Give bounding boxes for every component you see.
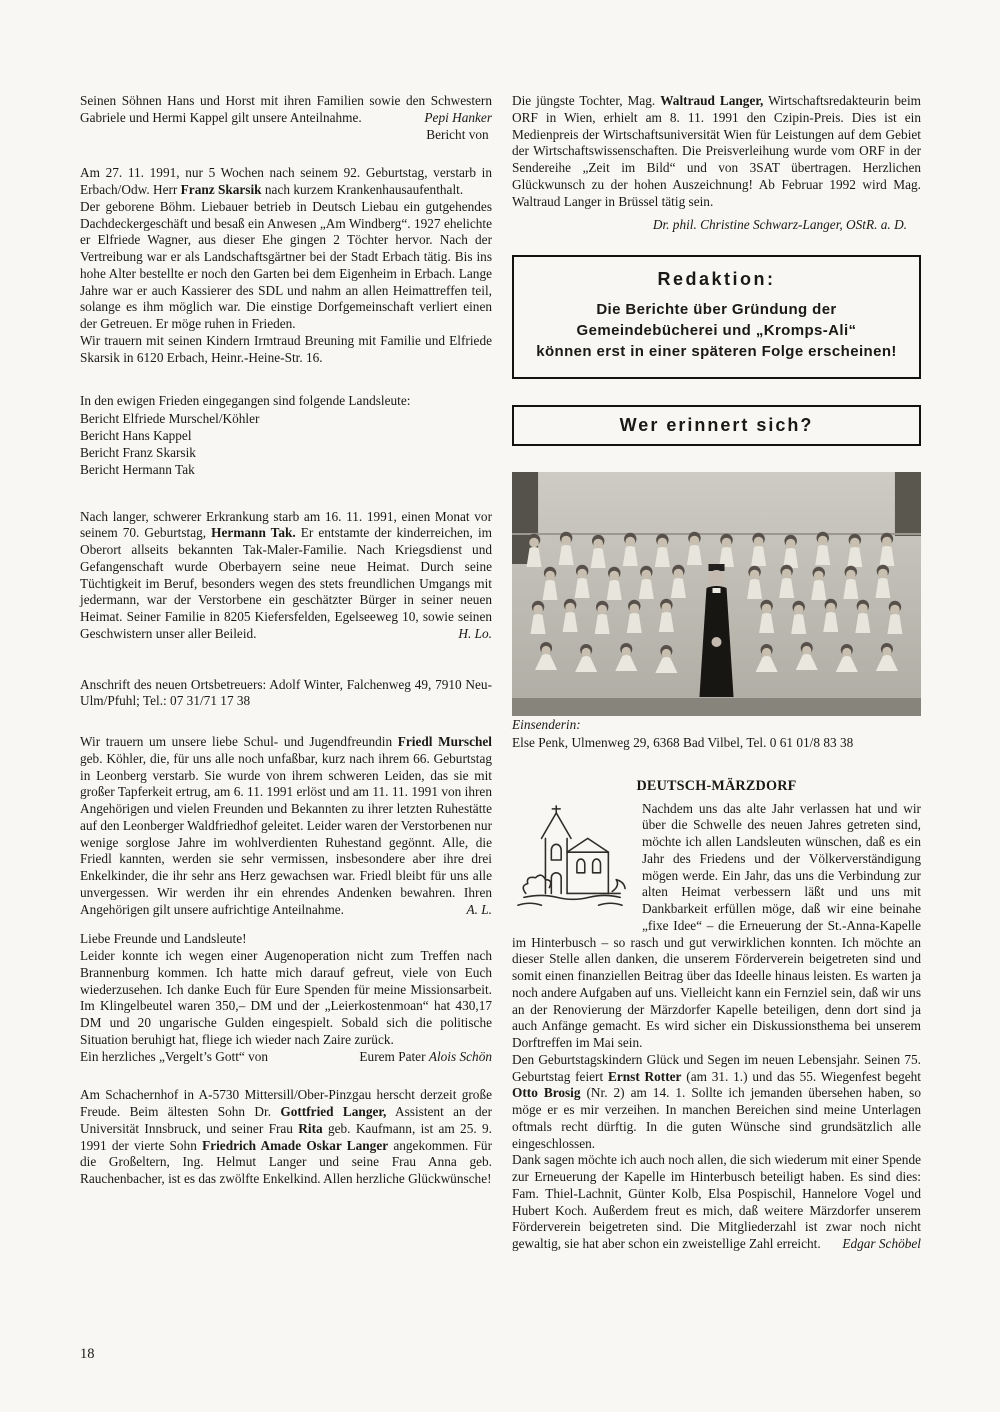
maerzdorf-thanks-paragraph: [512, 1152, 921, 1253]
text-run: Der geborene Böhm. Liebauer betrieb in Deutsch Liebau ein gutgehendes Dachdeckergeschäft und besaß ein Anwesen „Am Windberg“. 1927 ehelichte er Elfriede Wagner, aus dieser Ehe gingen 2 Töchter hervor. Nach der Vertreibung war er als Landschaftsgärtner bei der Stadt Erbach tätig. Bis ins hohe Alter bestellte er noch den Garten bei dem Eigenheim in Erbach. Lange Jahre war er auch Kassierer des SDL und nahm an allen Heimattreffen teil, solange es ihm möglich war. Die einstige Dorfgemeinschaft verliert einen der Getreuen. Er möge ruhen in Frieden.: [80, 198, 492, 331]
memorial-list-item: Bericht Elfriede Murschel/Köhler: [80, 410, 260, 426]
text-run: Nachdem uns das alte Jahr verlassen hat und wir über die Schwelle des neuen Jahres getreten sind, möchte ich allen Landsleuten wünschen, daß es ein Jahr des Friedens und der Völkerverständigung mögen werde. Ein Jahr, das uns die Verbindung zur alten Heimat verbessern läßt und uns mit Dankbarkeit erfüllen möge, daß wir eine beinahe „fixe Idee“ – die Erneuerung der St.-Anna-Kapelle im Hinterbusch – so rasch und gut verwirklichen konnten. Ich möchte an dieser Stelle allen danken, die unserem Förderverein beigetreten sind und somit einen finanziellen Beitrag über das Ideelle hinaus leisten. Es warten ja noch andere Aufgaben auf uns. Vielleicht kann ein Fernziel sein, daß wir uns an der Renovierung der Märzdorfer Kapelle beteiligen, denn dort sind ja auch Anfänge gemacht. Es wird sicher ein Diskussionsthema bei unserem Dorftreffen im Mai sein.: [512, 800, 921, 1051]
text-run: Rita: [298, 1120, 323, 1136]
text-run: (am 31. 1.) und das 55. Wiegenfest begeht: [681, 1068, 922, 1084]
langer-birth-paragraph: [80, 1087, 492, 1188]
condolence-kappel-paragraph: [80, 93, 492, 143]
skarsik-death-paragraph: [80, 165, 492, 199]
photo-credit-address: Else Penk, Ulmenweg 29, 6368 Bad Vilbel, Tel. 0 61 01/8 83 38: [512, 734, 854, 750]
group-photo-image: [512, 472, 921, 716]
text-run: Otto Brosig: [512, 1085, 581, 1101]
text-run: Pepi Hanker: [424, 109, 492, 125]
wer-erinnert-sich-title: Wer erinnert sich?: [619, 414, 814, 435]
redaktion-box-line: Die Berichte über Gründung der: [596, 300, 837, 318]
text-run: geb. Köhler, die, für uns alle noch unfaßbar, kurz nach ihrem 66. Geburtstag in Leonberg verstarb. Sie wurde von ihrem schweren Leiden, das sie mit großer Tapferkeit ertrug, am 6. 11. 1991 erlöst und am 11. 11. 1991 von ihren Angehörigen und vielen Freunden und Bekannten zu ihrer letzten Ruhestätte auf den Leonberger Waldfriedhof geleitet. Leider waren der Verstorbenen nur wenige sorglose Jahre im wohlverdienten Ruhestand gegönnt. Alle, die Friedl kannten, werden sie sehr vermissen, insbesondere aber ihre drei Enkelkinder, die ihr sehr ans Herz gewachsen war. Friedl bleibt für uns alle unvergessen. Wir werden ihr ein ehrendes Andenken bewahren. Ihren Angehörigen gilt unsere aufrichtige Anteilnahme.: [80, 750, 492, 917]
text-run: Ein herzliches „Vergelt’s Gott“ von: [80, 1048, 269, 1064]
text-run: angekommen. Für die Großeltern, Ing. Helmut Langer und seine Frau Anna geb. Rauchenbacher, ist es das zwölfte Enkelkind. Allen herzliche Glückwünsche!: [80, 1137, 493, 1187]
skarsik-life-paragraph: [80, 199, 492, 333]
text-run: Dank sagen möchte ich auch noch allen, die sich wiederum mit einer Spende zur Erneuerung der Kapelle im Hinterbusch beteiligt haben. Es sind dies: Fam. Thiel-Lachnit, Günter Kolb, Elsa Pospischil, Hannelore Vogel und Hubert Koch. Außerdem freut es mich, daß weitere Märzdorfer unserem Förderverein beigetreten sind. Die Mitgliederzahl ist zwar noch nicht gewaltig, sie hat aber schon ein zweistellige Zahl erreicht.: [512, 1152, 921, 1252]
redaktion-box-title: Redaktion:: [657, 268, 776, 289]
text-run: Friedl Murschel: [397, 734, 493, 750]
text-run: Waltraud Langer,: [660, 93, 764, 108]
text-run: Alois Schön: [428, 1048, 492, 1064]
wer-erinnert-sich-box: [512, 405, 921, 446]
text-run: Bericht von: [426, 126, 492, 142]
text-run: Wir trauern um unsere liebe Schul- und Jugendfreundin: [80, 734, 398, 750]
text-run: Wirtschaftsredakteurin beim ORF in Wien, erhielt am 8. 11. 1991 den Czipin-Preis. Dies ist ein Medienpreis der Wirtschaftsuniversität Wien für Leistungen auf dem Gebiet der Wirtschaftswissenschaften. Die Preisverleihung wurde vom ORF in der Sendereihe „Zeit im Bild“ und von 3SAT übertragen. Herzlichen Glückwunsch zu der hohen Auszeichnung! Ab Februar 1992 wird Mag. Waltraud Langer in Brüssel tätig sein.: [512, 93, 921, 209]
text-run: Eurem Pater: [359, 1048, 429, 1064]
pater-letter-paragraph: [80, 931, 492, 1065]
tak-obituary-paragraph: [80, 509, 492, 643]
left-column: [80, 93, 492, 1188]
text-run: Am Schachernhof in A-5730 Mittersill/Ober-Pinzgau herscht derzeit große Freude. Beim ältesten Sohn Dr.: [80, 1087, 492, 1120]
maerzdorf-birthdays-paragraph: [512, 1052, 921, 1153]
maerzdorf-heading: DEUTSCH-MÄRZDORF: [636, 777, 797, 794]
text-run: Den Geburtstagskindern Glück und Segen im neuen Lebensjahr. Seinen 75. Geburtstag feiert: [512, 1051, 921, 1084]
text-run: Gottfried Langer,: [280, 1104, 387, 1120]
redaktion-box: [512, 255, 921, 379]
page-number: 18: [80, 1346, 95, 1362]
right-column: [512, 93, 921, 1253]
text-run: Am 27. 11. 1991, nur 5 Wochen nach seinem 92. Geburtstag, verstarb in Erbach/Odw. Herr: [80, 165, 492, 197]
text-run: geb. Kaufmann, ist am 25. 9. 1991 der vierte Sohn: [80, 1120, 492, 1153]
text-run: Hermann Tak.: [211, 525, 296, 541]
redaktion-box-line: Gemeindebücherei und „Kromps-Ali“: [576, 322, 857, 340]
redaktion-box-line: können erst in einer späteren Folge erscheinen!: [536, 343, 897, 361]
text-run: Leider konnte ich wegen einer Augenoperation nicht zum Treffen nach Brannenburg kommen. Ich hatte mich darauf gefreut, viele von Euch wiederzusehen. Ich danke Euch für Eure Spenden für meine Missionsarbeit. Im Klingelbeutel waren 350,– DM und der „Leierkostenmoan“ hat 430,17 DM und 20 ungarische Gulden eingespielt. Sobald sich die politische Situation beruhigt hat, fliege ich wieder nach Zaire zurück.: [80, 948, 492, 1047]
text-run: Assistent an der Universität Innsbruck, und seiner Frau: [80, 1104, 493, 1136]
memorial-list-heading: In den ewigen Frieden eingegangen sind folgende Landsleute:: [80, 393, 411, 409]
photo-credit-label: Einsenderin:: [512, 716, 581, 732]
memorial-list: [80, 392, 492, 478]
text-run: H. Lo.: [458, 625, 492, 641]
murschel-obituary-paragraph: [80, 734, 492, 918]
text-run: Franz Skarsik: [180, 182, 262, 197]
text-run: Edgar Schöbel: [842, 1236, 921, 1252]
text-run: nach kurzem Krankenhausaufenthalt.: [261, 182, 464, 197]
memorial-list-item: Bericht Franz Skarsik: [80, 445, 196, 461]
memorial-list-item: Bericht Hans Kappel: [80, 427, 192, 443]
text-run: Ernst Rotter: [607, 1068, 682, 1084]
skarsik-family-paragraph: [80, 333, 492, 367]
text-run: Seinen Söhnen Hans und Horst mit ihren Familien sowie den Schwestern Gabriele und Hermi Kappel gilt unsere Anteilnahme.: [80, 93, 492, 125]
text-run: A. L.: [466, 901, 492, 917]
waltraud-award-signature: Dr. phil. Christine Schwarz-Langer, OStR. a. D.: [652, 217, 907, 233]
church-illustration: [512, 803, 632, 921]
text-run: Liebe Freunde und Landsleute!: [80, 931, 247, 947]
waltraud-award-paragraph: [512, 93, 921, 210]
text-run: Wir trauern mit seinen Kindern Irmtraud Breuning mit Familie und Elfriede Skarsik in 6120 Erbach, Heinr.-Heine-Str. 16.: [80, 332, 492, 365]
group-photo: [512, 472, 921, 716]
photo-credit: [512, 716, 921, 752]
memorial-list-item: Bericht Hermann Tak: [80, 462, 195, 478]
ortsbetreuer-address-paragraph: [80, 677, 492, 711]
maerzdorf-newyear-paragraph: [512, 801, 921, 1052]
church-drawing: [512, 803, 630, 919]
text-run: Nach langer, schwerer Erkrankung starb am 16. 11. 1991, einen Monat vor seinem 70. Geburtstag,: [80, 508, 492, 541]
text-run: Er entstamte der kinderreichen, im Oberort allseits bekannten Tak-Maler-Familie. Nach Kriegsdienst und Gefangenschaft wurde Oberbayern seine neue Heimat. Durch seine Tüchtigkeit im Beruf, besonders wegen des stets freundlichen Umgangs mit jedermann, war der Verstorbene ein geschätzter Bürger in seiner neuen Heimat. Seiner Familie in 8205 Kiefersfelden, Egelseeweg 10, sowie seinen Geschwistern unser aller Beileid.: [80, 525, 492, 641]
text-run: (Nr. 2) am 14. 1. Sollte ich jemanden übersehen haben, so möge er es mir verzeihen. In manchen Bereichen sind meine Unterlagen oftmals recht dürftig. In die guten Wünsche sind grundsätzlich alle eingeschlossen.: [512, 1085, 921, 1151]
text-run: Die jüngste Tochter, Mag.: [512, 93, 661, 108]
text-run: Anschrift des neuen Ortsbetreuers: Adolf Winter, Falchenweg 49, 7910 Neu-Ulm/Pfuhl; Tel.: 07 31/71 17 38: [80, 676, 492, 709]
text-run: Friedrich Amade Oskar Langer: [202, 1137, 389, 1153]
